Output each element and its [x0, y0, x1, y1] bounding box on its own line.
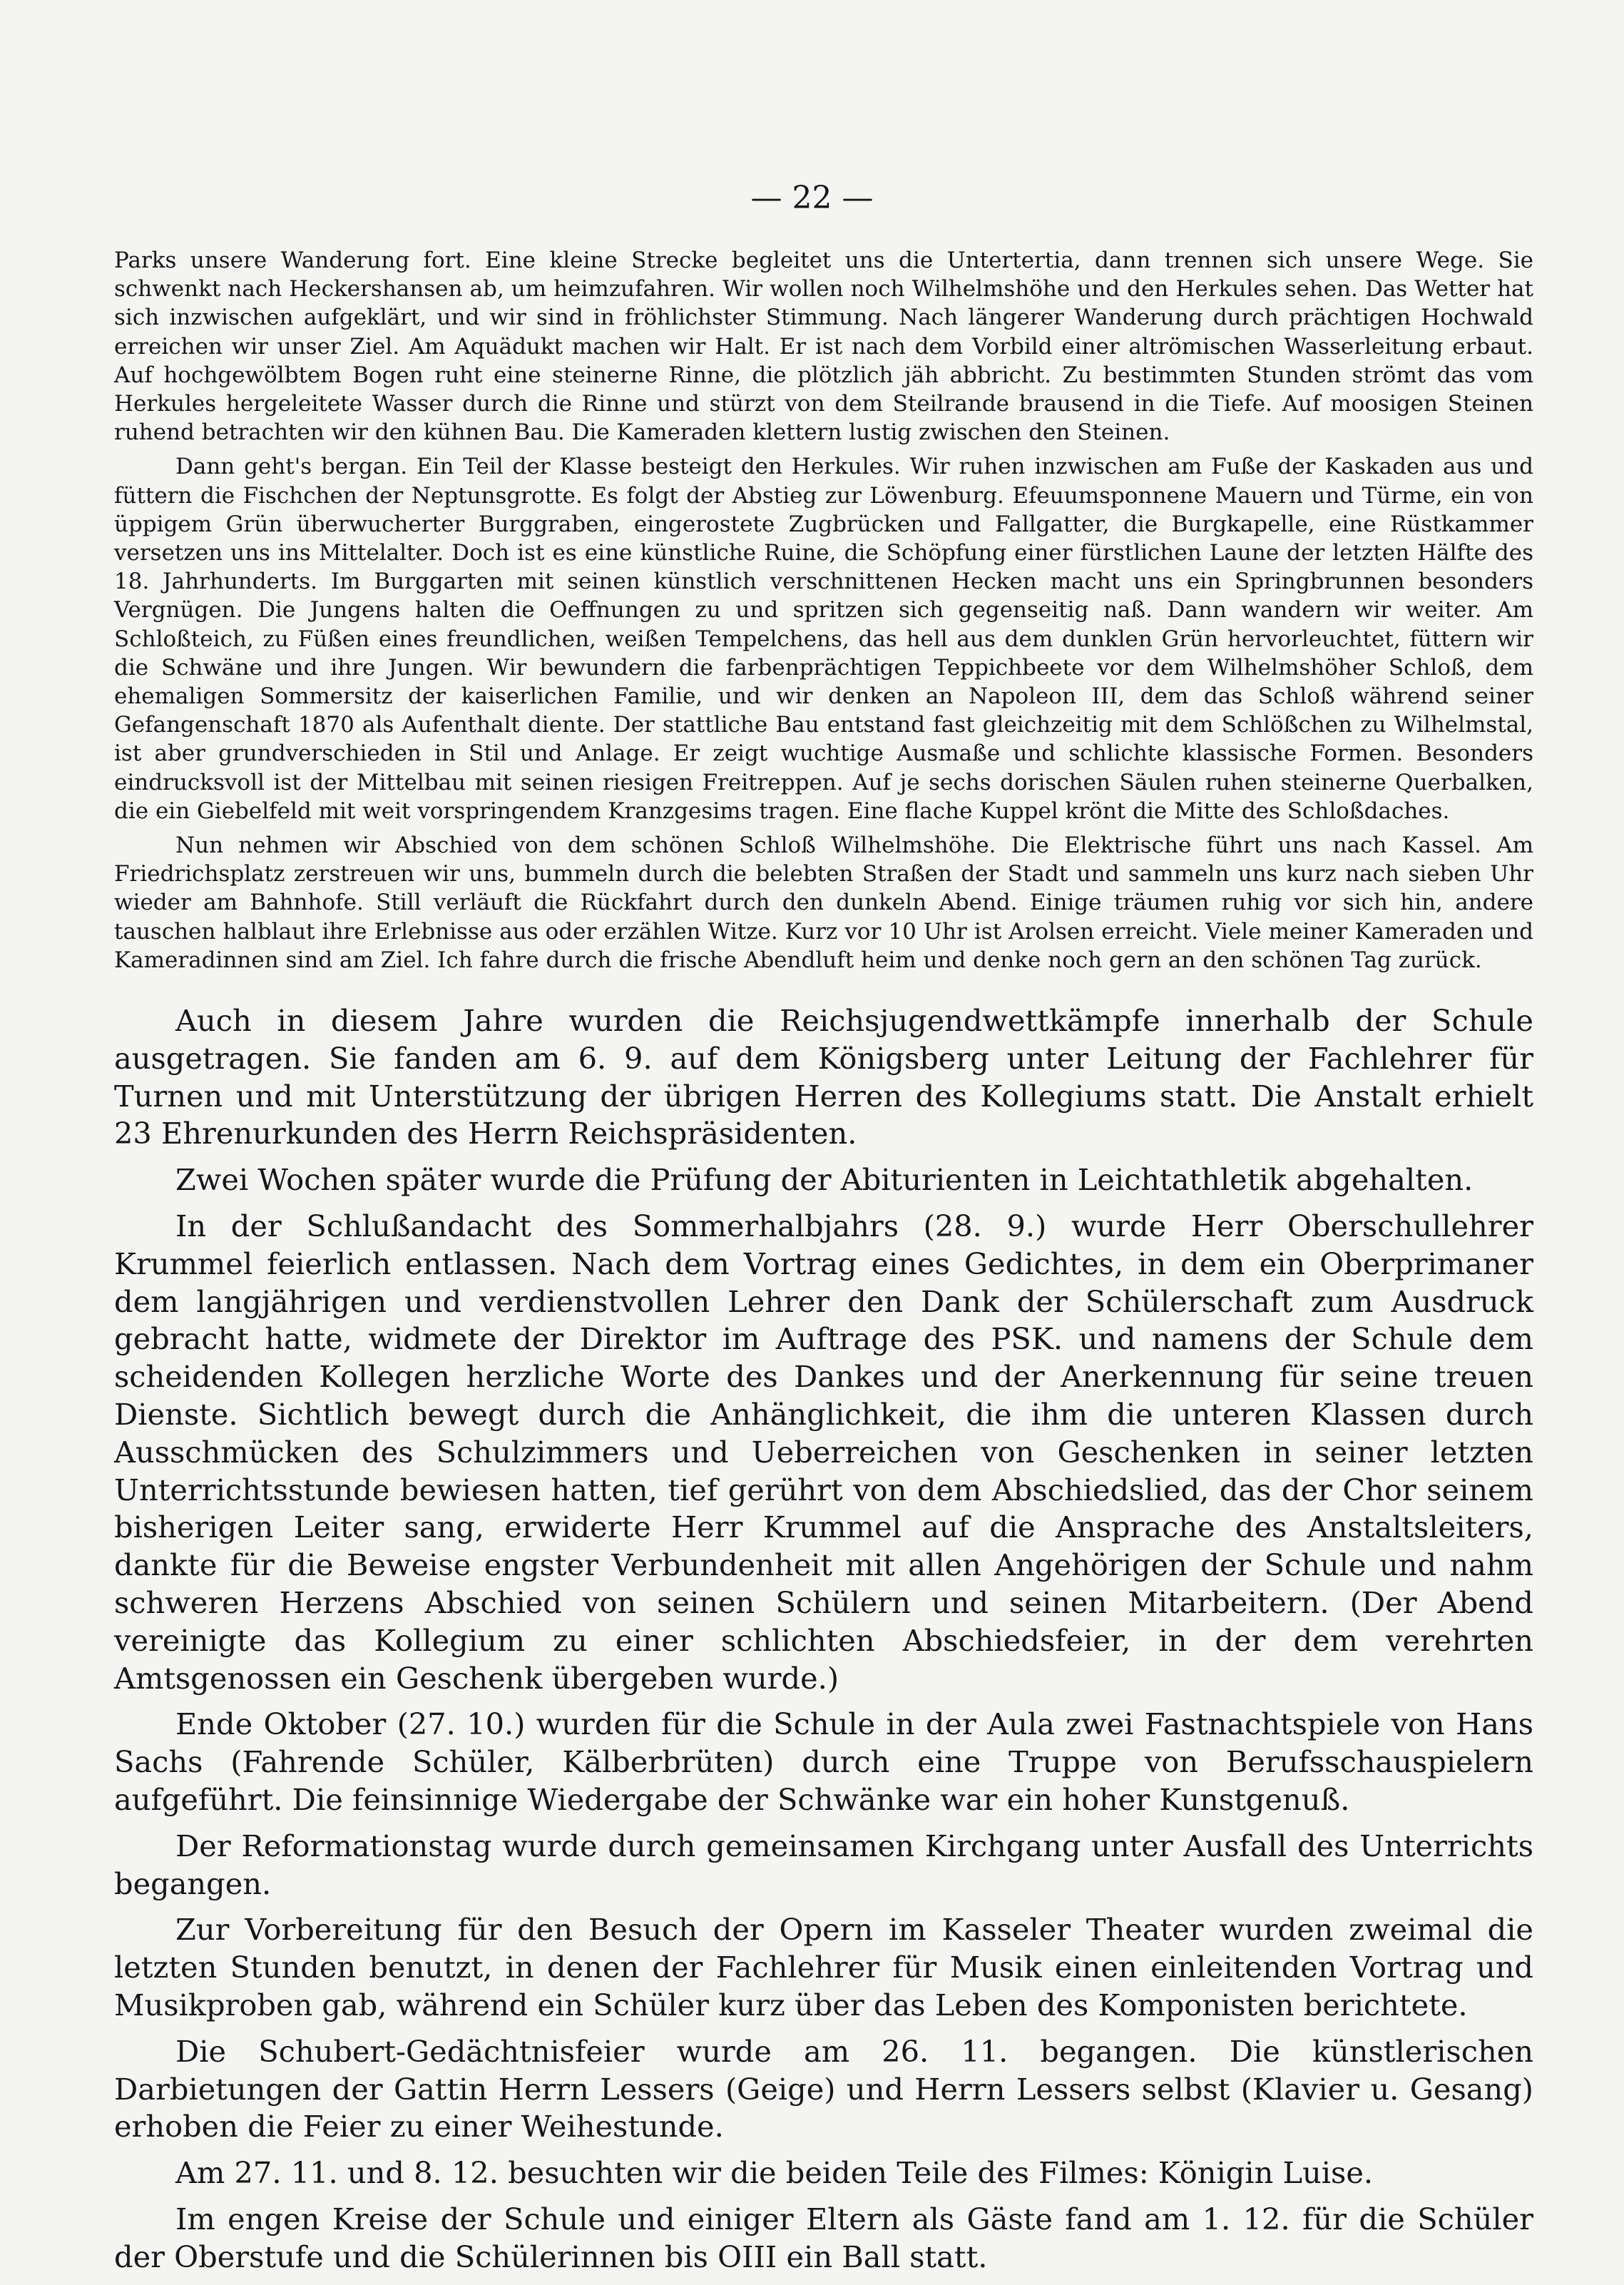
excursion-paragraph: Parks unsere Wanderung fort. Eine kleine Strecke begleitet uns die Untertertia, dann trennen sich unsere Wege. Sie schwenkt nach Heckershansen ab, um heimzufahren. Wir wollen noch Wilhelmshöhe und den Herkules sehen. Das Wetter hat sich inzwischen aufgeklärt, und wir sind in fröhlichster Stimmung. Nach längerer Wanderung durch prächtigen Hochwald erreichen wir unser Ziel. Am Aquädukt machen wir Halt. Er ist nach dem Vorbild einer altrömischen Wasserleitung erbaut. Auf hochgewölbtem Bogen ruht eine steinerne Rinne, die plötzlich jäh abbricht. Zu bestimmten Stunden strömt das vom Herkules hergeleitete Wasser durch die Rinne und stürzt von dem Steilrande brausend in die Tiefe. Auf moosigen Steinen ruhend betrachten wir den kühnen Bau. Die Kameraden klettern lustig zwischen den Steinen. — [114, 248, 1533, 446]
chronicle-paragraph: Zur Vorbereitung für den Besuch der Opern im Kasseler Theater wurden zweimal die letzten Stunden benutzt, in denen der Fachlehrer für Musik einen einleitenden Vortrag und Musikproben gab, während ein Schüler kurz über das Leben des Komponisten berichtete. — [114, 1912, 1533, 2022]
chronicle-paragraph: Auch in diesem Jahre wurden die Reichsjugendwettkämpfe innerhalb der Schule ausgetragen. Sie fanden am 6. 9. auf dem Königsberg unter Leitung der Fachlehrer für Turnen und mit Unterstützung der übrigen Herren des Kollegiums statt. Die Anstalt erhielt 23 Ehrenurkunden des Herrn Reichspräsidenten. — [114, 1003, 1533, 1151]
chronicle-paragraph: In der Schlußandacht des Sommerhalbjahrs (28. 9.) wurde Herr Oberschullehrer Krummel feierlich entlassen. Nach dem Vortrag eines Gedichtes, in dem ein Oberprimaner dem langjährigen und verdienstvollen Lehrer den Dank der Schülerschaft zum Ausdruck gebracht hatte, widmete der Direktor im Auftrage des PSK. und namens der Schule dem scheidenden Kollegen herzliche Worte des Dankes und der Anerkennung für seine treuen Dienste. Sichtlich bewegt durch die Anhänglichkeit, die ihm die unteren Klassen durch Ausschmücken des Schulzimmers und Ueberreichen von Geschenken in seiner letzten Unterrichtsstunde bewiesen hatten, tief gerührt von dem Abschiedslied, das der Chor seinem bisherigen Leiter sang, erwiderte Herr Krummel auf die Ansprache des Anstaltsleiters, dankte für die Beweise engster Verbundenheit mit allen Angehörigen der Schule und nahm schweren Herzens Abschied von seinen Schülern und seinen Mitarbeitern. (Der Abend vereinigte das Kollegium zu einer schlichten Abschiedsfeier, in der dem verehrten Amtsgenossen ein Geschenk übergeben wurde.) — [114, 1208, 1533, 1696]
chronicle-paragraph: Im engen Kreise der Schule und einiger Eltern als Gäste fand am 1. 12. für die Schüler der Oberstufe und die Schülerinnen bis OIII ein Ball statt. — [114, 2201, 1533, 2274]
excursion-paragraph: Nun nehmen wir Abschied von dem schönen Schloß Wilhelmshöhe. Die Elektrische führt uns nach Kassel. Am Friedrichsplatz zerstreuen wir uns, bummeln durch die belebten Straßen der Stadt und sammeln uns kurz nach sieben Uhr wieder am Bahnhofe. Still verläuft die Rückfahrt durch den dunkeln Abend. Einige träumen ruhig vor sich hin, andere tauschen halblaut ihre Erlebnisse aus oder erzählen Witze. Kurz vor 10 Uhr ist Arolsen erreicht. Viele meiner Kameraden und Kameradinnen sind am Ziel. Ich fahre durch die frische Abendluft heim und denke noch gern an den schönen Tag zurück. — [114, 833, 1533, 973]
excursion-paragraph: Dann geht's bergan. Ein Teil der Klasse besteigt den Herkules. Wir ruhen inzwischen am Fuße der Kaskaden aus und füttern die Fischchen der Neptunsgrotte. Es folgt der Abstieg zur Löwenburg. Efeuumsponnene Mauern und Türme, ein von üppigem Grün überwucherter Burggraben, eingerostete Zugbrücken und Fallgatter, die Burgkapelle, eine Rüstkammer versetzen uns ins Mittelalter. Doch ist es eine künstliche Ruine, die Schöpfung einer fürstlichen Laune der letzten Hälfte des 18. Jahrhunderts. Im Burggarten mit seinen künstlich verschnittenen Hecken macht uns ein Springbrunnen besonders Vergnügen. Die Jungens halten die Oeffnungen zu und spritzen sich gegenseitig naß. Dann wandern wir weiter. Am Schloßteich, zu Füßen eines freundlichen, weißen Tempelchens, das hell aus dem dunklen Grün hervorleuchtet, füttern wir die Schwäne und ihre Jungen. Wir bewundern die farbenprächtigen Teppichbeete vor dem Wilhelmshöher Schloß, dem ehemaligen Sommersitz der kaiserlichen Familie, und wir denken an Napoleon III, dem das Schloß während seiner Gefangenschaft 1870 als Aufenthalt diente. Der stattliche Bau entstand fast gleichzeitig mit dem Schlößchen zu Wilhelmstal, ist aber grundverschieden in Stil und Anlage. Er zeigt wuchtige Ausmaße und schlichte klassische Formen. Besonders eindrucksvoll ist der Mittelbau mit seinen riesigen Freitreppen. Auf je sechs dorischen Säulen ruhen steinerne Querbalken, die ein Giebelfeld mit weit vorspringendem Kranzgesims tragen. Eine flache Kuppel krönt die Mitte des Schloßdaches. — [114, 454, 1533, 824]
chronicle-paragraph: Der Reformationstag wurde durch gemeinsamen Kirchgang unter Ausfall des Unterrichts begangen. — [114, 1828, 1533, 1901]
chronicle-paragraph: Ende Oktober (27. 10.) wurden für die Schule in der Aula zwei Fastnachtspiele von Hans Sachs (Fahrende Schüler, Kälberbrüten) durch eine Truppe von Berufsschauspielern aufgeführt. Die feinsinnige Wiedergabe der Schwänke war ein hoher Kunstgenuß. — [114, 1706, 1533, 1817]
school-chronicle — [114, 1002, 1533, 2285]
page-number: — 22 — — [750, 180, 874, 216]
chronicle-paragraph: Die Schubert-Gedächtnisfeier wurde am 26. 11. begangen. Die künstlerischen Darbietungen der Gattin Herrn Lessers (Geige) und Herrn Lessers selbst (Klavier u. Gesang) erhoben die Feier zu einer Weihestunde. — [114, 2033, 1533, 2144]
excursion-report — [114, 246, 1533, 980]
chronicle-paragraph: Am 27. 11. und 8. 12. besuchten wir die beiden Teile des Filmes: Königin Luise. — [175, 2155, 1374, 2191]
chronicle-paragraph: Zwei Wochen später wurde die Prüfung der Abiturienten in Leichtathletik abgehalten. — [175, 1162, 1474, 1198]
